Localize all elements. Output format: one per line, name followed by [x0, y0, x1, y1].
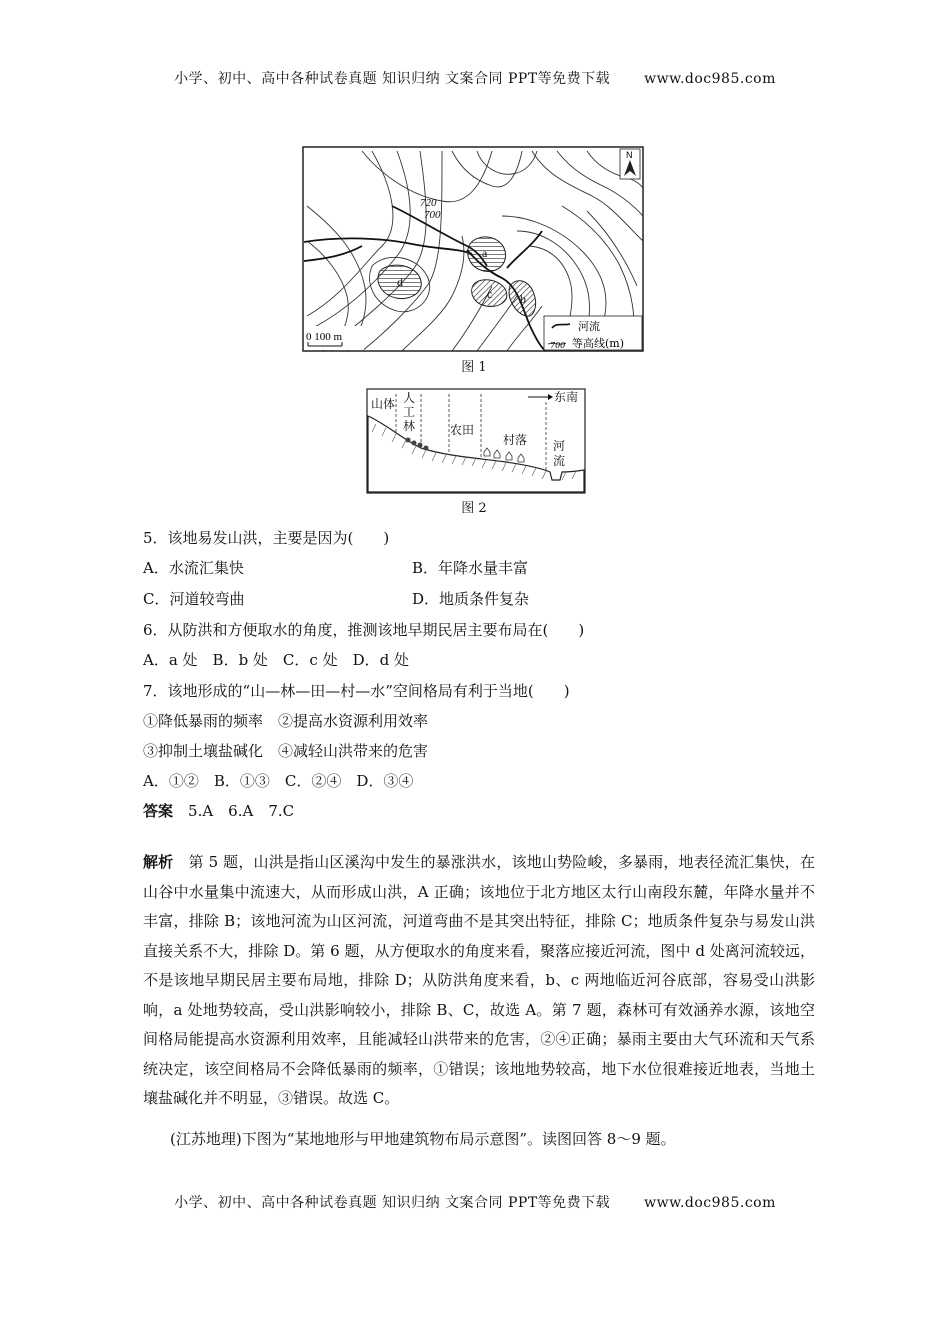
figure-2-caption: 图 2 — [461, 501, 487, 516]
contour-720-label: 720 — [420, 197, 437, 209]
zone-forest-1: 人 — [403, 391, 416, 405]
zone-river-2: 流 — [553, 454, 566, 468]
legend-river-label: 河流 — [578, 320, 600, 333]
answer-text: 5.A 6.A 7.C — [188, 802, 295, 820]
scale-bar — [304, 326, 364, 350]
north-label: N — [626, 150, 633, 160]
area-c-label: c — [487, 287, 493, 301]
question-5-option-c: C．河道较弯曲 — [143, 590, 245, 608]
answer-line — [143, 800, 294, 822]
question-6-options: A．a 处 B．b 处 C．c 处 D．d 处 — [143, 651, 409, 669]
area-d-label: d — [397, 275, 403, 289]
analysis-text: 第 5 题，山洪是指山区溪沟中发生的暴涨洪水，该地山势险峻，多暴雨，地表径流汇集快，在山谷中水量集中流速大，从而形成山洪，A 正确；该地位于北方地区太行山南段东麓，年降水量并不丰富，排除 B；该地河流为山区河流，河道弯曲不是其突出特征，排除 C；地质条件复杂与易发山洪直接关系不大，排除 D。第 6 题，从方便取水的角度来看，聚落应接近河流，图中 d 处离河流较远，不是该地早期民居主要布局地，排除 D；从防洪角度来看，b、c 两地临近河谷底部，容易受山洪影响，a 处地势较高，受山洪影响较小，排除 B、C，故选 A。第 7 题，森林可有效涵养水源，该地空间格局能提高水资源利用效率，且能减轻山洪带来的危害，②④正确；暴雨主要由大气环流和天气系统决定，该空间格局不会降低暴雨的频率，①错误；该地地势较高，地下水位很难接近地表，当地土壤盐碱化并不明显，③错误。故选 C。 — [143, 853, 815, 1107]
question-5-option-d: D．地质条件复杂 — [412, 590, 530, 608]
direction-label: 东南 — [554, 390, 579, 404]
area-b-label: b — [520, 292, 526, 306]
analysis-label: 解析 — [143, 853, 174, 871]
contour-700-label: 700 — [424, 209, 441, 221]
zone-mountain: 山体 — [371, 397, 396, 411]
figure-2-cross-section — [366, 388, 586, 494]
zone-forest-3: 林 — [403, 419, 416, 433]
answer-label: 答案 — [143, 802, 174, 820]
zone-village: 村落 — [503, 433, 528, 447]
header-url[interactable]: www.doc985.com — [644, 71, 776, 87]
area-a-label: a — [482, 246, 488, 260]
question-7-stem: 7．该地形成的“山—林—田—村—水”空间格局有利于当地( ) — [143, 682, 570, 700]
zone-farmland: 农田 — [450, 423, 475, 437]
question-6-stem: 6．从防洪和方便取水的角度，推测该地早期民居主要布局在( ) — [143, 621, 585, 639]
next-section-intro: (江苏地理)下图为“某地地形与甲地建筑物布局示意图”。读图回答 8～9 题。 — [170, 1130, 676, 1148]
zone-river-1: 河 — [553, 439, 566, 453]
question-5-option-a: A．水流汇集快 — [143, 559, 244, 577]
question-5-stem: 5．该地易发山洪，主要是因为( ) — [143, 529, 390, 547]
question-7-items-2: ③抑制土壤盐碱化 ④减轻山洪带来的危害 — [143, 742, 429, 760]
figure-1-contour-map — [302, 146, 644, 352]
figure-1-caption: 图 1 — [461, 360, 487, 375]
page-header — [0, 68, 950, 88]
north-arrow-icon — [620, 149, 640, 179]
footer-url[interactable]: www.doc985.com — [644, 1195, 776, 1211]
legend-contour-label: 等高线(m) — [572, 337, 625, 350]
question-7-options: A．①② B．①③ C．②④ D．③④ — [143, 772, 414, 790]
zone-forest-2: 工 — [403, 405, 416, 419]
header-text: 小学、初中、高中各种试卷真题 知识归纳 文案合同 PPT等免费下载 — [174, 71, 611, 87]
map-legend — [544, 316, 642, 350]
footer-text: 小学、初中、高中各种试卷真题 知识归纳 文案合同 PPT等免费下载 — [174, 1195, 611, 1211]
question-7-items-1: ①降低暴雨的频率 ②提高水资源利用效率 — [143, 712, 429, 730]
analysis-paragraph — [143, 848, 815, 1114]
scale-label: 0 100 m — [306, 331, 343, 343]
page-footer — [0, 1192, 950, 1212]
legend-contour-value: 700 — [550, 341, 566, 350]
question-5-option-b: B．年降水量丰富 — [412, 559, 529, 577]
